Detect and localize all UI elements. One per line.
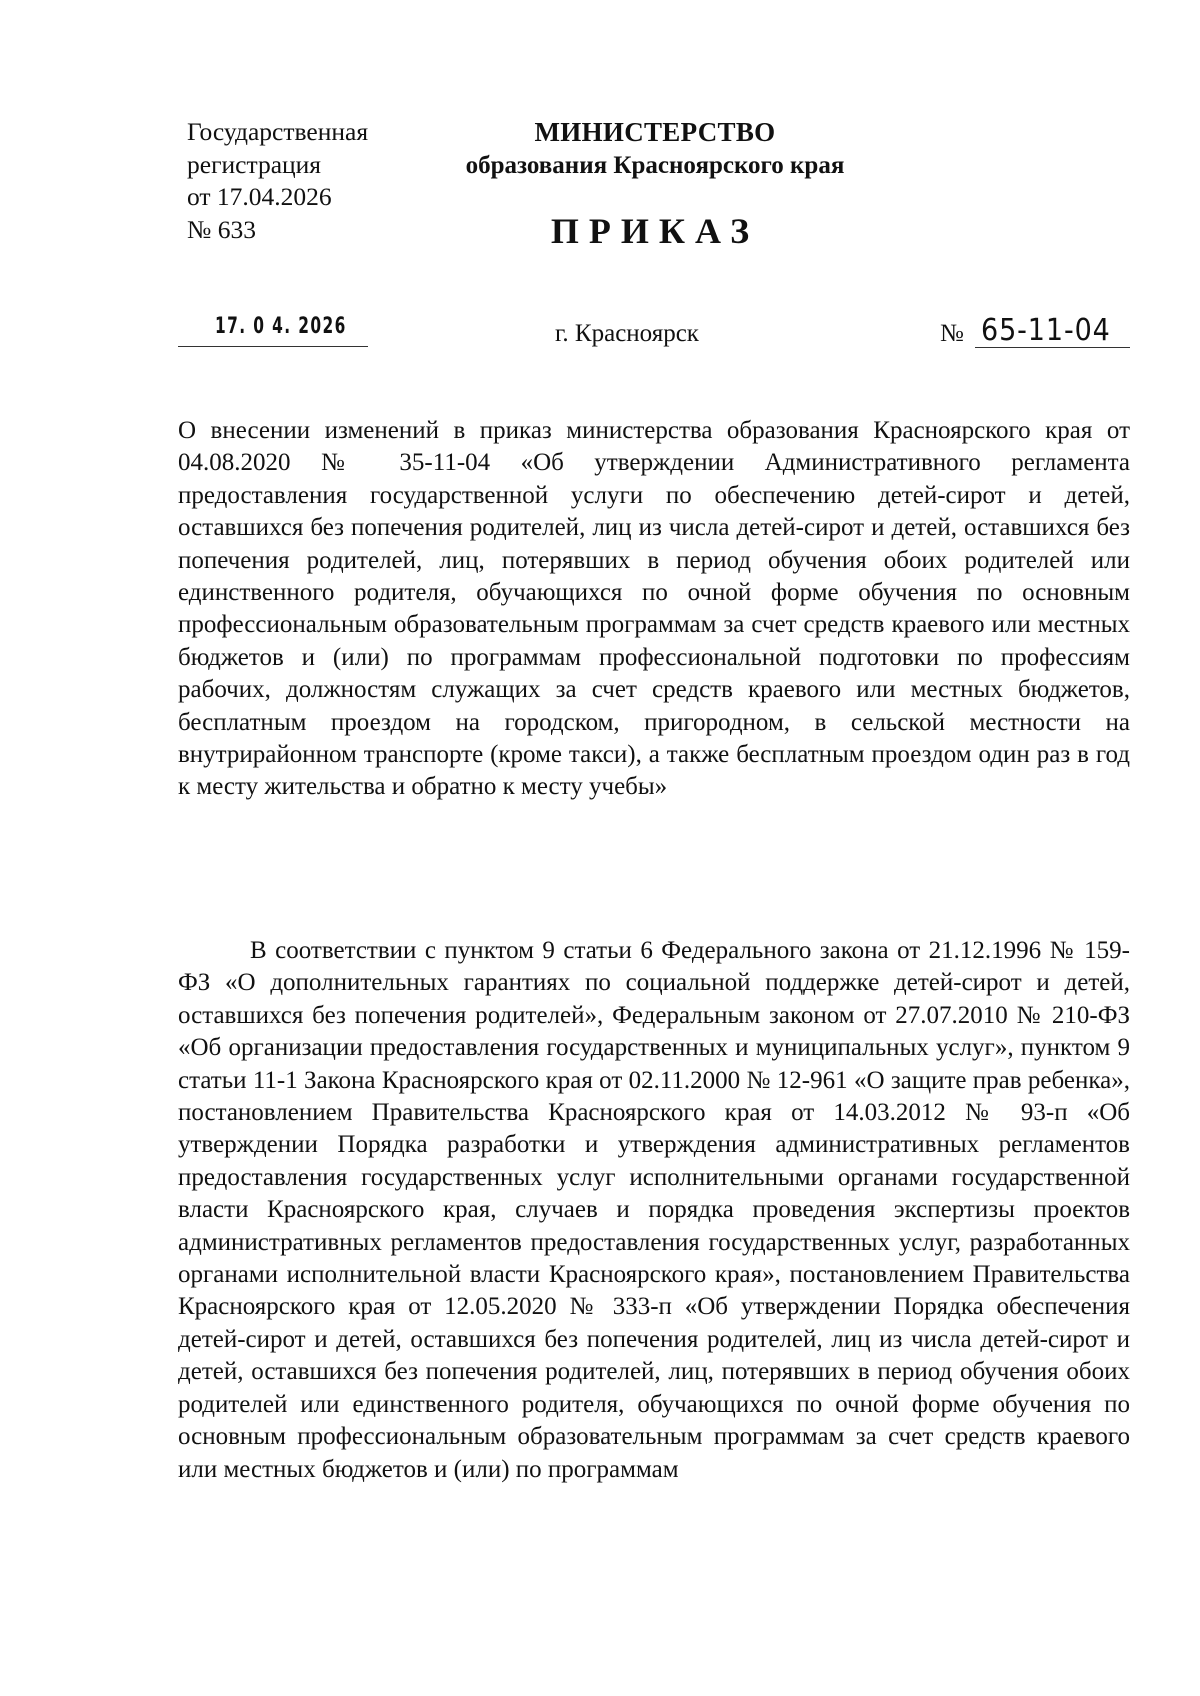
registration-line-1: Государственная xyxy=(187,117,369,146)
document-type-title: ПРИКАЗ xyxy=(550,211,760,251)
order-date: 17. 0 4. 2026 xyxy=(215,314,347,339)
ministry-subtitle: образования Красноярского края xyxy=(465,152,845,179)
registration-block xyxy=(187,116,417,246)
number-underline xyxy=(975,347,1130,348)
registration-date: от 17.04.2026 xyxy=(187,182,332,211)
registration-line-2: регистрация xyxy=(187,149,322,179)
ministry-name: МИНИСТЕРСТВО xyxy=(534,117,776,147)
order-body-paragraph: В соответствии с пунктом 9 статьи 6 Федерального закона от 21.12.1996 № 159-ФЗ «О дополнительных гарантиях по социальной поддержке детей-сирот и детей, оставшихся без попечения родителей», Федеральным законом от 27.07.2010 № 210-ФЗ «Об организации предоставления государственных и муниципальных услуг», пунктом 9 статьи 11-1 Закона Красноярского края от 02.11.2000 № 12-961 «О защите прав ребенка», постановлением Правительства Красноярского края от 14.03.2012 № 93-п «Об утверждении Порядка разработки и утверждения административных регламентов предоставления государственных услуг исполнительными органами государственной власти Красноярского края, случаев и порядка проведения экспертизы проектов административных регламентов предоставления государственных услуг, разработанных органами исполнительной власти Красноярского края», постановлением Правительства Красноярского края от 12.05.2020 № 333-п «Об утверждении Порядка обеспечения детей-сирот и детей, оставшихся без попечения родителей, лиц из числа детей-сирот и детей, оставшихся без попечения родителей, лиц, потерявших в период обучения обоих родителей или единственного родителя, обучающихся по очной форме обучения по основным профессиональным образовательным программам за счет средств краевого или местных бюджетов и (или) по программам xyxy=(178,937,1130,1483)
city-label: г. Красноярск xyxy=(555,320,699,347)
order-number: 65-11-04 xyxy=(981,313,1111,348)
ministry-heading xyxy=(420,115,890,183)
date-underline xyxy=(178,346,368,347)
number-sign: № xyxy=(940,320,964,347)
registration-number: № 633 xyxy=(187,214,256,244)
order-subject: О внесении изменений в приказ министерства образования Красноярского края от 04.08.2020 № 35-11-04 «Об утверждении Административного регламента предоставления государственной услуги по обеспечению детей-сирот и детей, оставшихся без попечения родителей, лиц из числа детей-сирот и детей, оставшихся без попечения родителей, лиц, потерявших в период обучения обоих родителей или единственного родителя, обучающихся по очной форме обучения по основным профессиональным образовательным программам за счет средств краевого или местных бюджетов и (или) по программам профессиональной подготовки по профессиям рабочих, должностям служащих за счет средств краевого или местных бюджетов, бесплатным проездом на городском, пригородном, в сельской местности на внутрирайонном транспорте (кроме такси), а также бесплатным проездом один раз в год к месту жительства и обратно к месту учебы» xyxy=(178,417,1130,801)
